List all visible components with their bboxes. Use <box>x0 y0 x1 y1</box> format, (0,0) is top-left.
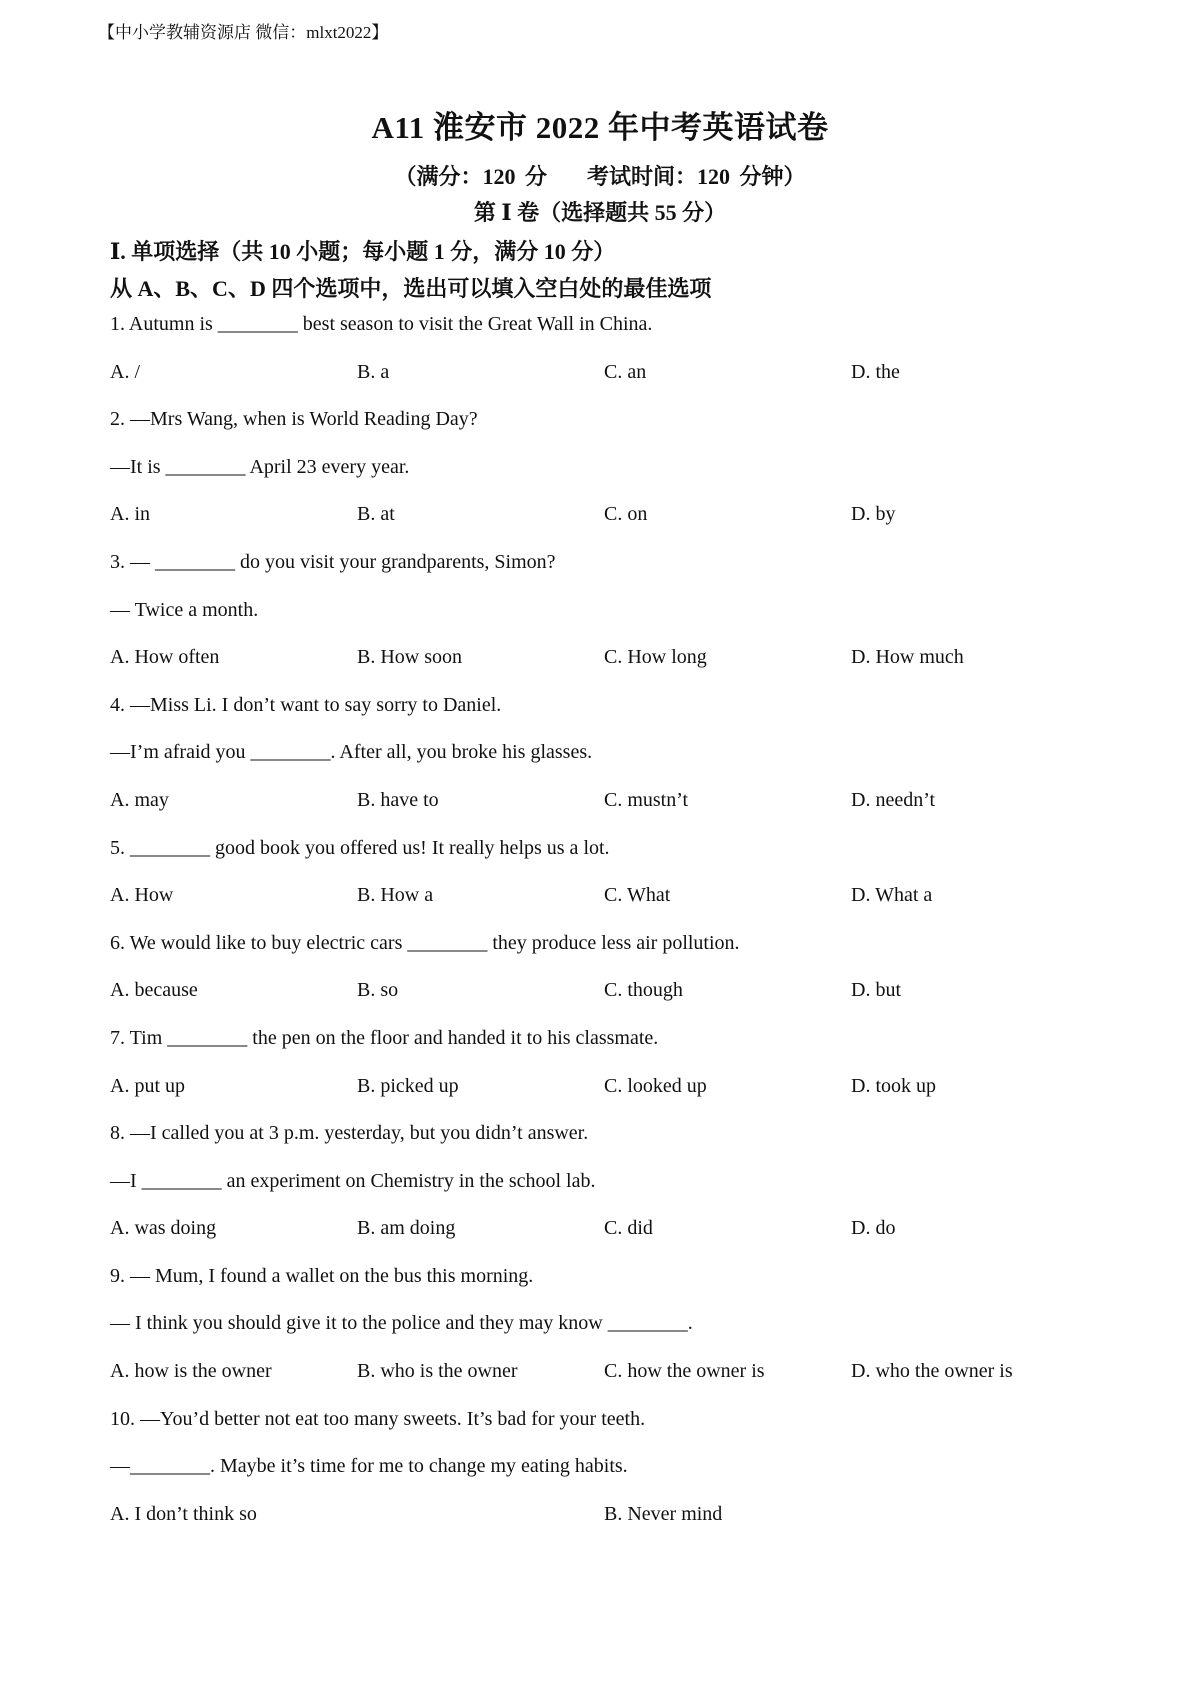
volume-heading: 第 Ⅰ 卷（选择题共 55 分） <box>473 200 727 225</box>
question-list <box>110 312 1110 1549</box>
exam-subtitle <box>0 160 1200 191</box>
answer-option: B. picked up <box>357 1074 459 1097</box>
question-stem: 4. —Miss Li. I don’t want to say sorry to Daniel. <box>110 693 502 716</box>
answer-option: D. do <box>851 1217 896 1240</box>
option-row <box>110 1359 1110 1407</box>
question-item <box>110 1026 1110 1121</box>
question-item <box>110 1264 1110 1407</box>
question-item <box>110 931 1110 1026</box>
answer-option: B. a <box>357 360 390 383</box>
question-item <box>110 836 1110 931</box>
watermark: 【中小学教辅资源店 微信：mlxt2022】 <box>98 23 389 42</box>
option-row <box>110 1216 1110 1264</box>
section-instruction: 从 A、B、C、D 四个选项中，选出可以填入空白处的最佳选项 <box>110 276 712 301</box>
answer-option: A. How <box>110 884 174 907</box>
answer-option: D. needn’t <box>851 788 936 811</box>
question-stem: 3. — ________ do you visit your grandparents, Simon? <box>110 550 556 573</box>
question-dialogue-line: —I’m afraid you ________. After all, you broke his glasses. <box>110 741 593 764</box>
answer-option: B. have to <box>357 788 439 811</box>
option-row <box>110 360 1110 408</box>
answer-option: A. put up <box>110 1074 185 1097</box>
question-item <box>110 1121 1110 1264</box>
answer-option: D. by <box>851 503 896 526</box>
answer-option: D. the <box>851 360 900 383</box>
answer-option: C. an <box>604 360 647 383</box>
answer-option: A. may <box>110 788 169 811</box>
answer-option: A. in <box>110 503 150 526</box>
answer-option: C. did <box>604 1217 653 1240</box>
question-item <box>110 312 1110 407</box>
answer-option: C. How long <box>604 646 707 669</box>
question-stem: 8. —I called you at 3 p.m. yesterday, but you didn’t answer. <box>110 1122 589 1145</box>
question-dialogue-line: —It is ________ April 23 every year. <box>110 455 410 478</box>
question-item <box>110 550 1110 693</box>
question-stem: 10. —You’d better not eat too many sweets. It’s bad for your teeth. <box>110 1407 646 1430</box>
answer-option: C. though <box>604 979 683 1002</box>
answer-option: D. How much <box>851 646 964 669</box>
answer-option: B. am doing <box>357 1217 456 1240</box>
option-row <box>110 502 1110 550</box>
question-dialogue-line: — I think you should give it to the police and they may know ________. <box>110 1312 693 1335</box>
answer-option: A. / <box>110 360 140 383</box>
answer-option: B. How soon <box>357 646 463 669</box>
answer-option: C. mustn’t <box>604 788 689 811</box>
question-dialogue-line: —________. Maybe it’s time for me to change my eating habits. <box>110 1455 628 1478</box>
answer-option: B. who is the owner <box>357 1360 518 1383</box>
option-row <box>110 978 1110 1026</box>
question-stem: 1. Autumn is ________ best season to visit the Great Wall in China. <box>110 313 653 335</box>
option-row <box>110 1074 1110 1122</box>
answer-option: D. but <box>851 979 901 1002</box>
option-row <box>110 645 1110 693</box>
answer-option: A. How often <box>110 646 220 669</box>
answer-option: D. took up <box>851 1074 936 1097</box>
answer-option: B. Never mind <box>604 1502 723 1525</box>
option-row <box>110 883 1110 931</box>
question-item <box>110 1407 1110 1550</box>
question-stem: 6. We would like to buy electric cars ________ they produce less air pollution. <box>110 931 740 954</box>
question-stem: 5. ________ good book you offered us! It really helps us a lot. <box>110 836 610 859</box>
question-stem: 9. — Mum, I found a wallet on the bus this morning. <box>110 1264 534 1287</box>
question-stem: 2. —Mrs Wang, when is World Reading Day? <box>110 408 478 431</box>
full-score: （满分：120 分 <box>394 164 547 189</box>
question-dialogue-line: —I ________ an experiment on Chemistry in the school lab. <box>110 1169 596 1192</box>
answer-option: C. looked up <box>604 1074 707 1097</box>
answer-option: B. at <box>357 503 395 526</box>
question-item <box>110 407 1110 550</box>
question-stem: 7. Tim ________ the pen on the floor and handed it to his classmate. <box>110 1026 659 1049</box>
answer-option: D. who the owner is <box>851 1360 1013 1383</box>
option-row <box>110 1502 1110 1550</box>
option-row <box>110 788 1110 836</box>
page-title: A11 淮安市 2022 年中考英语试卷 <box>371 110 829 145</box>
answer-option: C. on <box>604 503 648 526</box>
answer-option: A. I don’t think so <box>110 1502 257 1525</box>
answer-option: C. What <box>604 884 671 907</box>
exam-time: 考试时间：120 分钟） <box>587 164 806 189</box>
answer-option: A. was doing <box>110 1217 217 1240</box>
answer-option: A. how is the owner <box>110 1360 272 1383</box>
section-heading: Ⅰ. 单项选择（共 10 小题；每小题 1 分，满分 10 分） <box>110 239 616 264</box>
answer-option: B. How a <box>357 884 434 907</box>
question-item <box>110 693 1110 836</box>
answer-option: A. because <box>110 979 198 1002</box>
question-dialogue-line: — Twice a month. <box>110 598 259 621</box>
answer-option: D. What a <box>851 884 933 907</box>
answer-option: C. how the owner is <box>604 1360 765 1383</box>
answer-option: B. so <box>357 979 399 1002</box>
